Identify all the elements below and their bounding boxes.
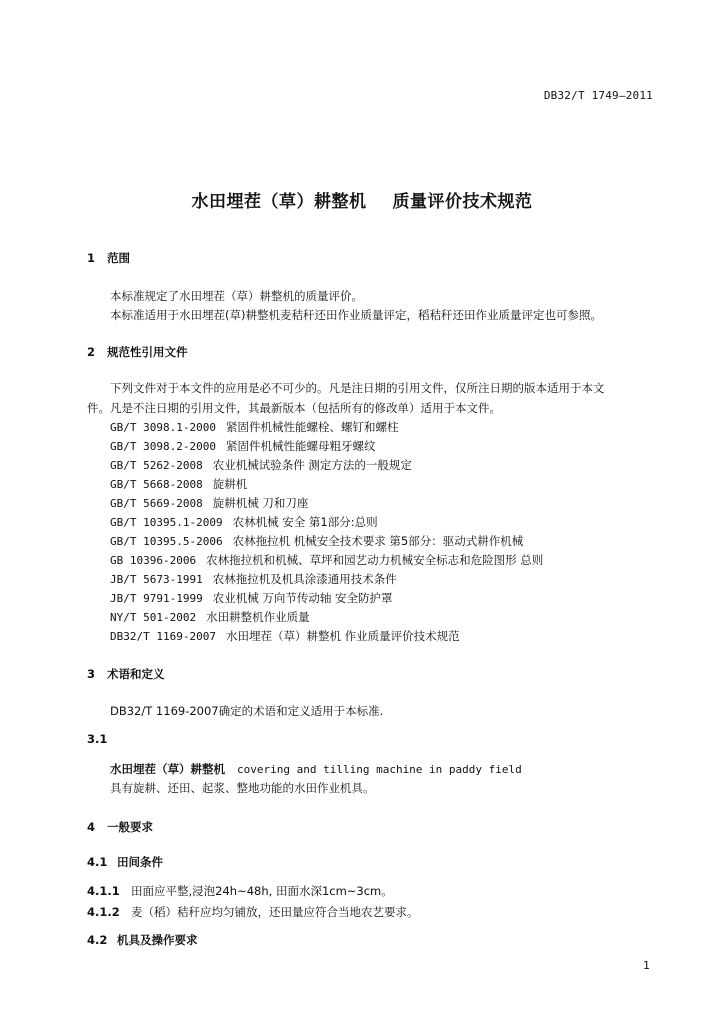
subsection-4-1-heading: 4.1 田间条件 bbox=[87, 855, 163, 869]
term-english: covering and tilling machine in paddy field bbox=[237, 763, 522, 776]
document-code: DB32/T 1749—2011 bbox=[543, 89, 653, 102]
section-number: 3 bbox=[87, 667, 96, 681]
section-title: 术语和定义 bbox=[107, 667, 165, 681]
paragraph: 件。凡是不注日期的引用文件，其最新版本（包括所有的修改单）适用于本文件。 bbox=[87, 401, 501, 415]
section-1-heading bbox=[87, 250, 130, 266]
clause-4-1-1: 4.1.1 田面应平整,浸泡24h~48h, 田面水深1cm~3cm。 bbox=[87, 884, 393, 898]
term-definition: 具有旋耕、还田、起浆、整地功能的水田作业机具。 bbox=[110, 781, 375, 795]
paragraph: 本标准规定了水田埋茬（草）耕整机的质量评价。 bbox=[110, 289, 363, 303]
section-number: 2 bbox=[87, 345, 96, 359]
reference-item: GB/T 5669-2008 旋耕机械 刀和刀座 bbox=[110, 496, 309, 510]
reference-item: JB/T 9791-1999 农业机械 万向节传动轴 安全防护罩 bbox=[110, 591, 393, 605]
reference-item: GB/T 10395.5-2006 农林拖拉机 机械安全技术要求 第5部分：驱动式耕作机械 bbox=[110, 534, 524, 548]
section-2-heading bbox=[87, 344, 188, 360]
reference-item: GB/T 5668-2008 旋耕机 bbox=[110, 477, 248, 491]
page-number: 1 bbox=[643, 959, 650, 972]
paragraph: 下列文件对于本文件的应用是必不可少的。凡是注日期的引用文件，仅所注日期的版本适用于本文 bbox=[110, 381, 605, 395]
subsection-4-2-heading: 4.2 机具及操作要求 bbox=[87, 933, 198, 947]
reference-item: JB/T 5673-1991 农林拖拉机及机具涂漆通用技术条件 bbox=[110, 572, 397, 586]
section-title: 一般要求 bbox=[107, 820, 153, 834]
reference-item: GB/T 5262-2008 农业机械试验条件 测定方法的一般规定 bbox=[110, 458, 412, 472]
reference-item: GB/T 3098.2-2000 紧固件机械性能螺母粗牙螺纹 bbox=[110, 439, 376, 453]
subsection-3-1-number: 3.1 bbox=[87, 732, 108, 746]
reference-item: GB/T 10395.1-2009 农林机械 安全 第1部分:总则 bbox=[110, 515, 378, 529]
term-chinese: 水田埋茬（草）耕整机 bbox=[110, 762, 225, 776]
section-3-heading bbox=[87, 666, 165, 682]
reference-item: GB 10396-2006 农林拖拉机和机械、草坪和园艺动力机械安全标志和危险图形 总则 bbox=[110, 553, 544, 567]
title-part-2: 质量评价技术规范 bbox=[392, 192, 533, 212]
reference-item: NY/T 501-2002 水田耕整机作业质量 bbox=[110, 610, 310, 624]
clause-4-1-2: 4.1.2 麦（稻）秸秆应均匀铺放，还田量应符合当地农艺要求。 bbox=[87, 905, 419, 919]
section-title: 范围 bbox=[107, 251, 130, 265]
paragraph: DB32/T 1169-2007确定的术语和定义适用于本标准. bbox=[110, 704, 384, 718]
term-entry bbox=[110, 761, 522, 777]
section-4-heading bbox=[87, 819, 153, 835]
section-title: 规范性引用文件 bbox=[107, 345, 188, 359]
reference-item: DB32/T 1169-2007 水田埋茬（草）耕整机 作业质量评价技术规范 bbox=[110, 629, 460, 643]
section-number: 4 bbox=[87, 820, 96, 834]
document-title bbox=[0, 187, 724, 212]
paragraph: 本标准适用于水田埋茬(草)耕整机麦秸秆还田作业质量评定，稻秸秆还田作业质量评定也可参照。 bbox=[110, 308, 602, 322]
reference-item: GB/T 3098.1-2000 紧固件机械性能螺栓、螺钉和螺柱 bbox=[110, 420, 399, 434]
title-part-1: 水田埋茬（草）耕整机 bbox=[191, 192, 367, 212]
section-number: 1 bbox=[87, 251, 96, 265]
